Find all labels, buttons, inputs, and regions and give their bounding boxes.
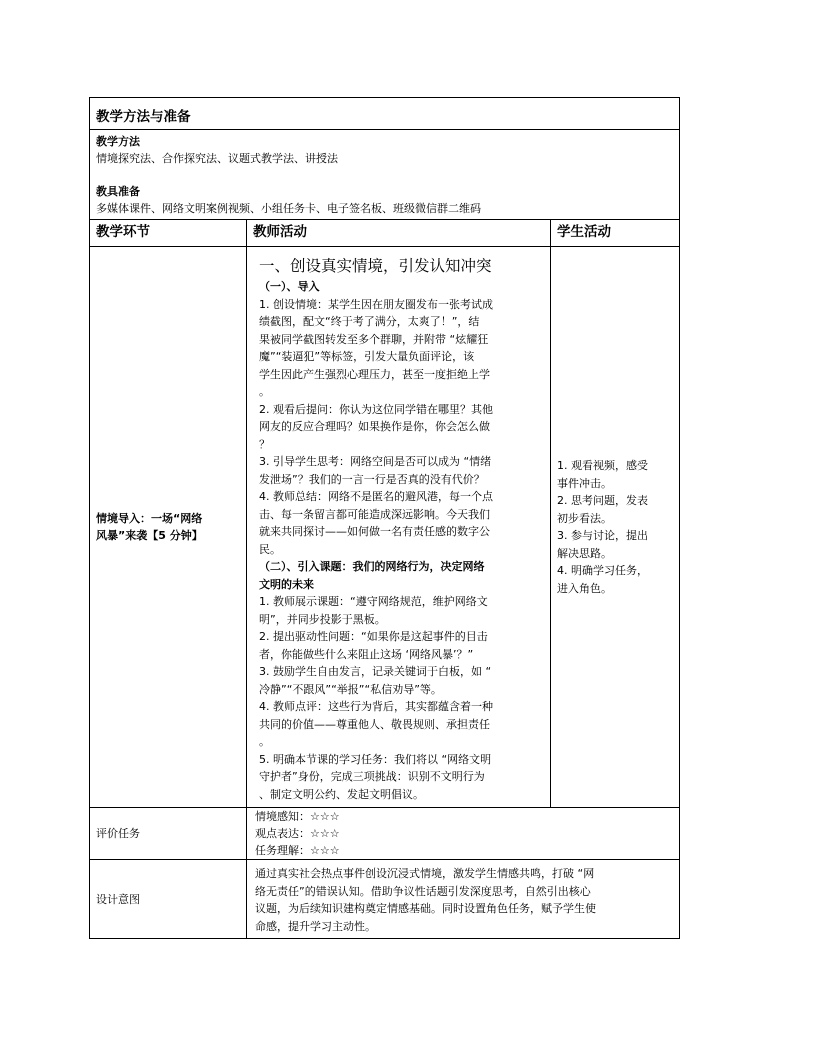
activity-line: 1. 创设情境：某学生因在朋友圈发布一张考试成 [259,297,493,311]
methods-row [90,130,680,220]
evaluation-row [90,808,680,860]
star-rating-icon: ☆☆☆ [310,844,340,857]
spacer [259,803,542,807]
student-activity-line: 1. 观看视频，感受 [557,459,648,472]
activity-line: 冷静”“不跟风”“举报”“私信劝导”等。 [259,682,442,696]
activity-line: 3. 鼓励学生自由发言，记录关键词于白板，如 “ [259,665,492,678]
student-activity-line: 2. 思考问题，发表 [557,494,648,507]
stage-line: 风暴”来袭【5 分钟】 [96,529,203,542]
spacer [96,167,673,183]
activity-line: 就来共同探讨——如何做一名有责任感的数字公 [259,525,490,538]
activity-line: 击、每一条留言都可能造成深远影响。今天我们 [259,507,490,521]
activity-line: 4. 教师总结：网络不是匿名的避风港，每一个点 [259,490,493,503]
activity-line: 网友的反应合理吗？如果换作是你，你会怎么做 [259,420,490,433]
design-line: 通过真实社会热点事件创设沉浸式情境，激发学生情感共鸣，打破 “网 [255,867,595,880]
activity-line: 5. 明确本节课的学习任务：我们将以 “网络文明 [259,752,492,766]
tools-content: 多媒体课件、网络文明案例视频、小组任务卡、电子签名板、班级微信群二维码 [96,202,481,215]
methods-cell [90,130,680,220]
part2-heading: 文明的未来 [259,577,314,591]
methods-heading: 教学方法 [96,135,140,148]
activity-line: 学生因此产生强烈心理压力，甚至一度拒绝上学 [259,367,490,381]
evaluation-item-name: 任务理解： [255,844,310,857]
part1-list [259,296,542,559]
lesson-plan-table [89,97,680,939]
student-activity-line: 4. 明确学习任务， [557,564,648,577]
evaluation-item-name: 观点表达： [255,827,310,840]
stage-line: 情境导入：一场“网络 [96,511,203,525]
activity-line: 者，你能做些什么来阻止这场 ‘网络风暴’？” [259,647,474,661]
section-title-row [90,98,680,130]
student-activity-line: 3. 参与讨论，提出 [557,529,648,542]
evaluation-cell [247,808,680,860]
activity-line: ？ [259,437,270,451]
evaluation-item-name: 情境感知： [255,810,310,823]
design-line: 命感，提升学习主动性。 [255,919,376,933]
student-activity-line: 进入角色。 [557,581,612,595]
activity-line: 。 [259,735,270,748]
evaluation-item [255,825,675,842]
part1-heading: （一）、导入 [259,280,320,293]
activity-line: 发泄场”？我们的一言一行是否真的没有代价？ [259,472,485,486]
activity-line: 2. 观看后提问：你认为这位同学错在哪里？其他 [259,402,493,416]
activity-line: 魔”“装逼犯”等标签，引发大量负面评论，该 [259,350,475,363]
header-stage: 教学环节 [90,220,247,247]
activity-line: 2. 提出驱动性问题：“如果你是这起事件的目击 [259,630,488,643]
activity-line: 1. 教师展示课题：“遵守网络规范，维护网络文 [259,595,488,608]
header-teacher: 教师活动 [247,220,551,247]
teacher-activity-title: 一、创设真实情境，引发认知冲突 [259,257,492,275]
table-header-row [90,220,680,247]
part2-heading: （二）、引入课题：我们的网络行为，决定网络 [259,560,485,573]
activity-line: 、制定文明公约、发起文明倡议。 [259,787,424,801]
activity-line: 民。 [259,542,281,556]
activity-line: 守护者”身份，完成三项挑战：识别不文明行为 [259,770,485,783]
activity-row [90,247,680,808]
activity-line: 果被同学截图转发至多个群聊，并附带 “炫耀狂 [259,332,489,346]
activity-line: 3. 引导学生思考：网络空间是否可以成为 “情绪 [259,455,492,468]
student-activity-line: 事件冲击。 [557,476,612,490]
design-line: 络无责任”的错误认知。借助争议性话题引发深度思考，自然引出核心 [255,884,591,898]
design-cell [247,860,680,939]
activity-line: 明”，并同步投影于黑板。 [259,612,386,626]
activity-line: 。 [259,385,270,398]
evaluation-list [255,808,675,859]
section-title: 教学方法与准备 [90,98,680,130]
methods-content: 情境探究法、合作探究法、议题式教学法、讲授法 [96,152,338,165]
activity-line: 共同的价值——尊重他人、敬畏规则、承担责任 [259,717,490,731]
evaluation-label: 评价任务 [90,808,247,860]
evaluation-item [255,842,675,859]
lesson-plan-page [89,97,679,939]
activity-line: 4. 教师点评：这些行为背后，其实都蕴含着一种 [259,700,493,713]
design-row [90,860,680,939]
design-line: 议题，为后续知识建构奠定情感基础。同时设置角色任务，赋予学生使 [255,902,596,915]
stage-cell [90,247,247,808]
student-activity-line: 初步看法。 [557,511,612,525]
tools-heading: 教具准备 [96,185,140,198]
activity-line: 绩截图，配文“终于考了满分，太爽了！”，结 [259,315,480,328]
evaluation-item [255,808,675,825]
part2-list [259,593,542,803]
star-rating-icon: ☆☆☆ [310,827,340,840]
student-activity-list [557,457,675,597]
design-text [255,865,675,935]
student-activity-line: 解决思路。 [557,546,612,560]
design-label: 设计意图 [90,860,247,939]
teacher-activity-cell [247,247,551,808]
student-activity-cell [551,247,680,808]
star-rating-icon: ☆☆☆ [310,810,340,823]
header-student: 学生活动 [551,220,680,247]
